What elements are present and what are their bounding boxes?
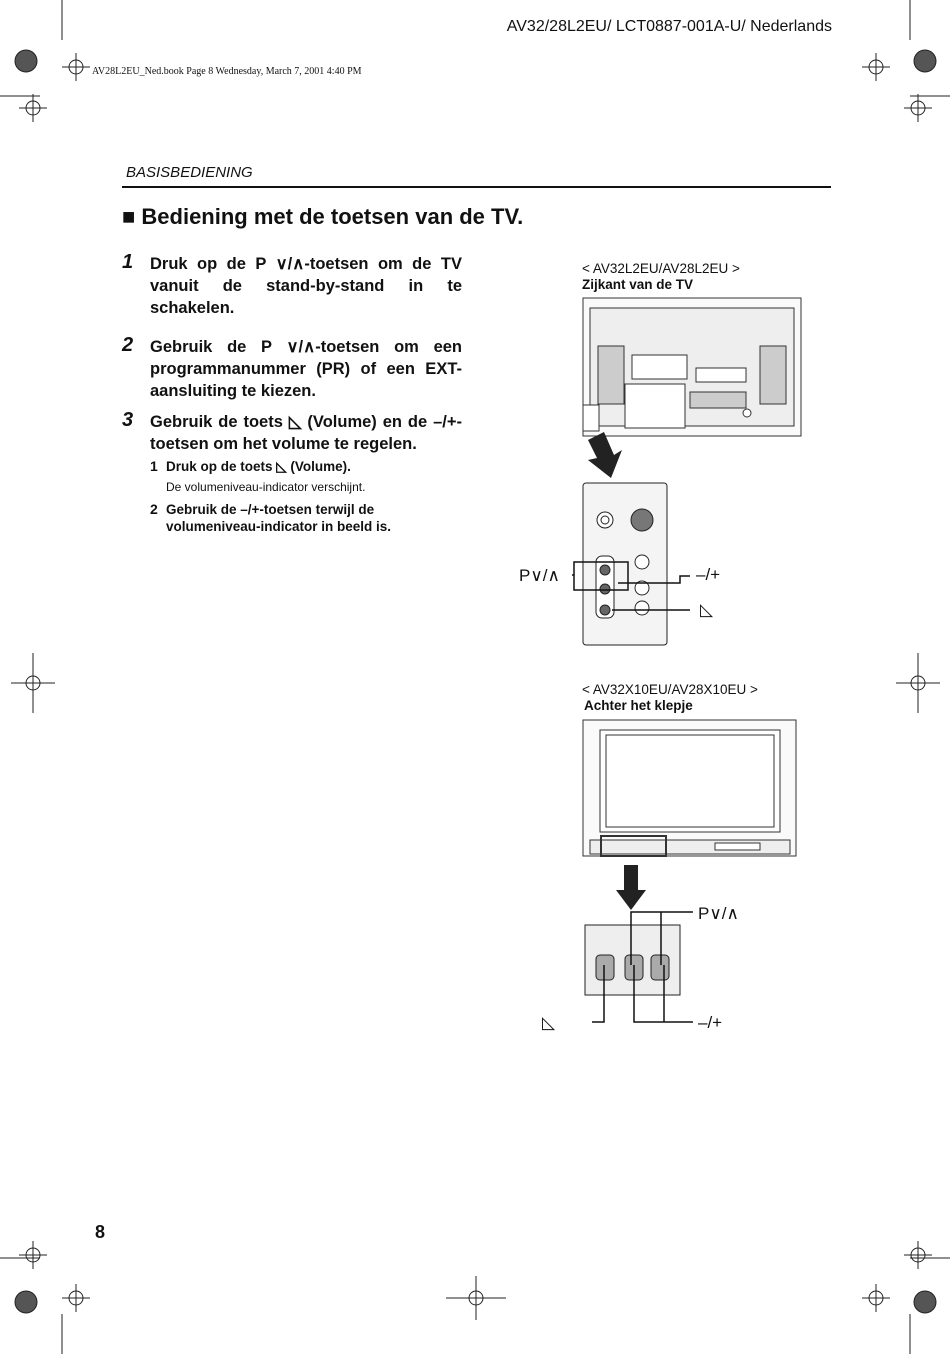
doc-id: AV32/28L2EU/ LCT0887-001A-U/ Nederlands [506,18,832,35]
substep-note: De volumeniveau-indicator verschijnt. [166,480,366,494]
step-text: Gebruik de toets ◺ (Volume) en de –/+-toetsen om het volume te regelen. [150,413,462,453]
step-number: 2 [122,334,134,356]
step-number: 3 [122,409,134,431]
figure2-label-minus-plus: –/+ [698,1013,723,1032]
book-line: AV28L2EU_Ned.book Page 8 Wednesday, March 7, 2001 4:40 PM [92,66,362,77]
figure1-label-p: P∨/∧ [519,566,560,585]
page-number: 8 [95,1222,106,1242]
tv-side-illustration [583,298,801,436]
front-panel-closeup [585,925,680,995]
arrow-down-icon [616,865,646,910]
figure2-label-volume: ◺ [542,1013,556,1032]
figure2-model: < AV32X10EU/AV28X10EU > [582,682,758,697]
side-panel-closeup [583,483,667,645]
crosshair-icon [11,53,940,1320]
figure1-model: < AV32L2EU/AV28L2EU > [582,261,740,276]
substep-text: Gebruik de –/+-toetsen terwijl de volumeniveau-indicator in beeld is. [166,502,392,534]
figure2-label-p: P∨/∧ [698,904,739,923]
substep-number: 1 [150,458,158,474]
step-3 [122,411,462,455]
step-text: Gebruik de P ∨/∧-toetsen om een programmanummer (PR) of een EXT-aansluiting te kiezen. [150,338,462,400]
figure1-label-volume: ◺ [700,600,714,619]
tv-front-illustration [583,720,796,856]
substep-1 [150,458,462,475]
arrow-down-icon [588,432,622,478]
step-1 [122,253,462,319]
section-heading: BASISBEDIENING [126,164,253,181]
substep-number: 2 [150,501,158,517]
substep-2 [150,501,462,535]
figure1-label-minus-plus: –/+ [696,565,721,584]
step-number: 1 [122,251,134,273]
figure2-caption: Achter het klepje [584,698,693,713]
step-text: Druk op de P ∨/∧-toetsen om de TV vanuit de stand-by-stand in te schakelen. [150,255,462,317]
section-rule [122,186,831,188]
step-2 [122,336,462,402]
substep-text: Druk op de toets ◺ (Volume). [166,459,351,474]
figure1-caption: Zijkant van de TV [582,277,694,292]
registration-disc-icon [15,50,936,1313]
page-title: ■ Bediening met de toetsen van de TV. [122,204,524,229]
